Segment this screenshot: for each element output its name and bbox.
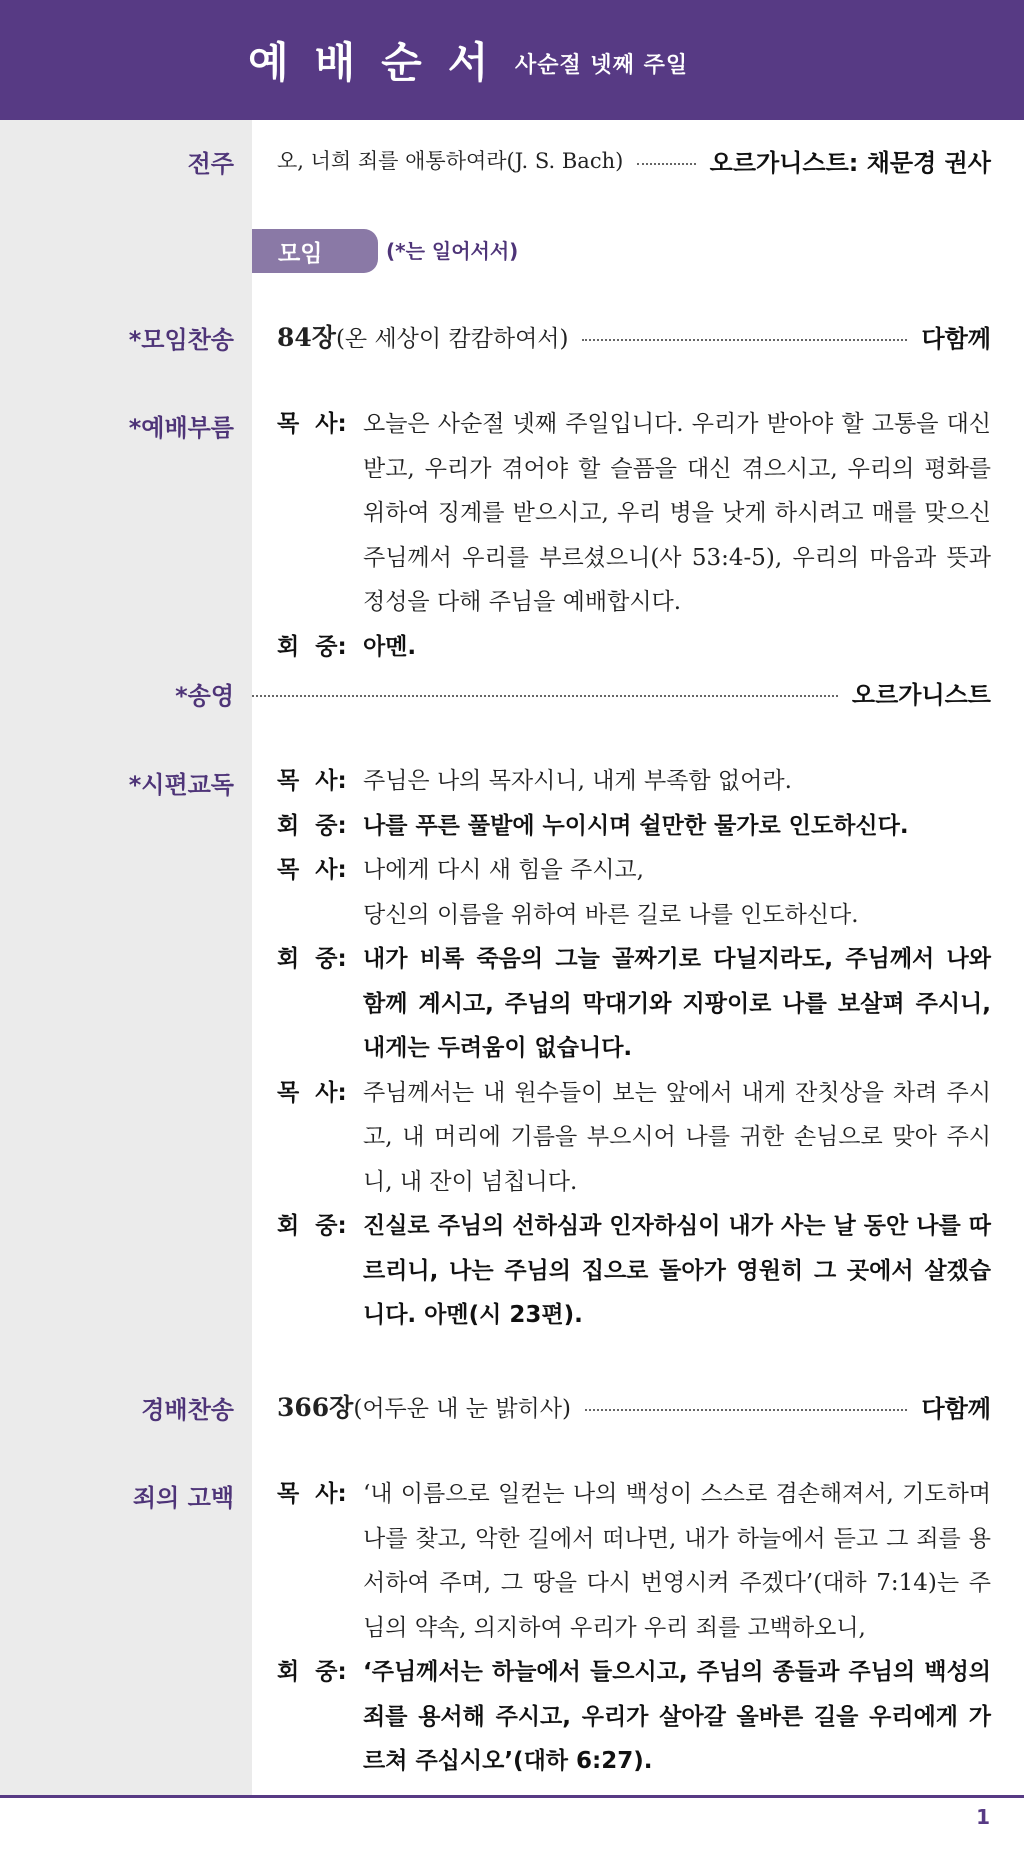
hymn-performer: 다함께 [921,1394,991,1423]
worship-hymn-line [277,1384,991,1428]
footer-rule [0,1795,1024,1798]
hymn-number: 84장 [277,323,336,352]
hymn-title: (온 세상이 캄캄하여서) [335,325,569,352]
prelude-line [277,138,991,182]
confession-block [277,1472,991,1784]
anthem-line [252,670,991,714]
reading-text: ‘내 이름으로 일컫는 나의 백성이 스스로 겸손해져서, 기도하며 나를 찾고, 악한 길에서 떠나면, 내가 하늘에서 듣고 그 죄를 용서하여 주며, 그 땅을 다시 번영시켜 주겠다’(대하 7:14)는 주님의 약속, 의지하여 우리가 우리 죄를 고백하오니, [363,1481,991,1641]
congregation-response [277,1650,991,1784]
reading-text: 진실로 주님의 선하심과 인자하심이 내가 사는 날 동안 나를 따르리니, 나는 주님의 집으로 돌아가 영원히 그 곳에서 살겠습니다. 아멘(시 23편). [363,1213,991,1328]
hymn-title: (어두운 내 눈 밝히사) [353,1395,571,1422]
reading-text: 주님은 나의 목자시니, 내게 부족함 없어라. [363,768,792,794]
label-worship-hymn: 경배찬송 [141,1396,234,1424]
label-call-to-worship: *예배부름 [128,414,234,442]
reading-text: 주님께서는 내 원수들이 보는 앞에서 내게 잔칫상을 차려 주시고, 내 머리에 기름을 부으시어 나를 귀한 손님으로 맞아 주시니, 내 잔이 넘칩니다. [363,1079,991,1195]
reading-text: 나에게 다시 새 힘을 주시고, 당신의 이름을 위하여 바른 길로 나를 인도하신다. [363,857,859,928]
hymn-performer: 다함께 [921,324,991,353]
hymn-number: 366장 [277,1393,354,1422]
page-number: 1 [976,1805,990,1829]
prelude-text: 오, 너희 죄를 애통하여라(J. S. Bach) [277,149,624,173]
label-anthem: *송영 [175,682,234,710]
congregation-response [277,937,991,1071]
speaker-label: 목 사: [277,857,347,883]
reading-text: 오늘은 사순절 넷째 주일입니다. 우리가 받아야 할 고통을 대신 받고, 우리가 겪어야 할 슬픔을 대신 겪으시고, 우리의 평화를 위하여 징계를 받으시고, 우리 병을 낫게 하시려고 매를 맞으신 주님께서 우리를 부르셨으니(사 53:4-5), 우리의 마음과 뜻과 정성을 다해 주님을 예배합시다. [363,411,991,615]
reading-text: 나를 푸른 풀밭에 누이시며 쉴만한 물가로 인도하신다. [363,812,909,839]
congregation-response [277,1204,991,1338]
page-title: 예배순서 [248,38,515,87]
speaker-label: 목 사: [277,1481,347,1507]
psalm-reading-block [277,759,991,1338]
leader-line [277,848,991,937]
leader-line [277,759,991,804]
leader-dots [585,1409,907,1411]
leader-dots [252,695,838,697]
congregation-response [277,625,991,670]
section-pill-label: 모임 [278,240,323,267]
standing-note: (*는 일어서서) [386,239,519,263]
leader-line [277,1472,991,1650]
speaker-label: 회 중: [277,1213,347,1239]
reading-text: 내가 비록 죽음의 그늘 골짜기로 다닐지라도, 주님께서 나와 함께 계시고, 주님의 막대기와 지팡이로 나를 보살펴 주시니, 내게는 두려움이 없습니다. [363,946,991,1061]
page-subtitle: 사순절 넷째 주일 [515,53,689,78]
left-sidebar-band [0,120,252,1795]
prelude-organist: 오르가니스트: 채문경 권사 [709,148,991,177]
speaker-label: 회 중: [277,946,347,972]
speaker-label: 목 사: [277,768,347,794]
speaker-label: 목 사: [277,1079,347,1106]
leader-dots [582,339,907,341]
page-header [0,0,1024,120]
label-psalm-reading: *시편교독 [128,771,234,799]
reading-text: ‘주님께서는 하늘에서 들으시고, 주님의 종들과 주님의 백성의 죄를 용서해 주시고, 우리가 살아갈 올바른 길을 우리에게 가르쳐 주십시오’(대하 6:27). [363,1659,991,1774]
leader-line [277,402,991,625]
label-confession: 죄의 고백 [132,1484,234,1512]
label-gathering-hymn: *모임찬송 [128,326,234,354]
speaker-label: 회 중: [277,812,347,839]
congregation-response [277,804,991,849]
reading-text: 아멘. [363,633,417,660]
section-pill-gathering [252,229,378,273]
gathering-hymn-line [277,314,991,358]
leader-dots [637,163,695,165]
anthem-performer: 오르가니스트 [851,680,991,709]
speaker-label: 목 사: [277,411,347,437]
speaker-label: 회 중: [277,633,347,660]
label-prelude: 전주 [187,150,234,178]
leader-line [277,1071,991,1205]
call-to-worship-block [277,402,991,669]
speaker-label: 회 중: [277,1659,347,1685]
